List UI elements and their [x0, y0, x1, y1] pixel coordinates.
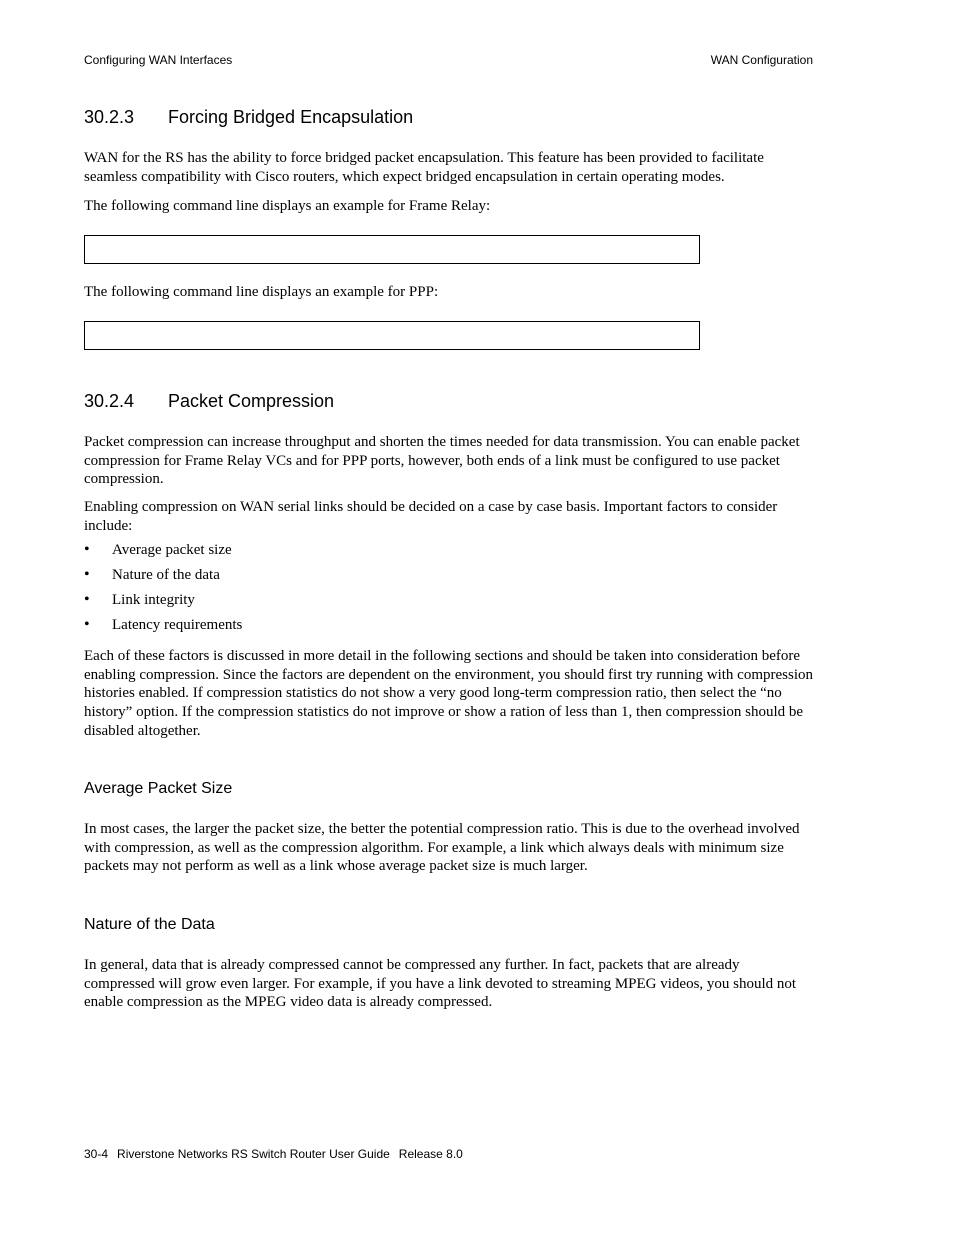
subsection-heading-average-packet-size: Average Packet Size	[84, 780, 233, 797]
section-heading-compression	[84, 391, 334, 412]
command-example-box-frame-relay	[84, 235, 700, 264]
paragraph: Packet compression can increase throughput and shorten the times needed for data transmission. You can enable packet compression for Frame Relay VCs and for PPP ports, however, both ends of a link must be configured to use packet compression.	[84, 434, 800, 488]
paragraph: Each of these factors is discussed in more detail in the following sections and should be taken into consideration before enabling compression. Since the factors are dependent on the environment, you should first try running with compression histories enabled. If compression statistics do not show a very good long-term compression ratio, then select the “no history” option. If the compression statistics do not improve or show a ration of less than 1, then compression should be disabled altogether.	[84, 648, 814, 739]
paragraph: WAN for the RS has the ability to force bridged packet encapsulation. This feature has been provided to facilitate seamless compatibility with Cisco routers, which expect bridged encapsulation in certain operating modes.	[84, 150, 764, 185]
release-label: Release 8.0	[398, 1147, 463, 1161]
section-heading-bridged	[84, 107, 413, 128]
page-footer	[84, 1147, 472, 1161]
paragraph: In general, data that is already compressed cannot be compressed any further. In fact, packets that are already compressed will grow even larger. For example, if you have a link devoted to streaming MPEG videos, you should not enable compression as the MPEG video data is already compressed.	[84, 957, 797, 1011]
running-header-left: Configuring WAN Interfaces	[84, 53, 233, 67]
paragraph: Enabling compression on WAN serial links should be decided on a case by case basis. Important factors to consider include:	[84, 499, 778, 534]
subsection-heading-nature-of-data: Nature of the Data	[84, 916, 215, 933]
paragraph: In most cases, the larger the packet size, the better the potential compression ratio. This is due to the overhead involved with compression, as well as the compression algorithm. For example, a link which always deals with minimum size packets may not perform as well as a link whose average packet size is much larger.	[84, 821, 800, 875]
bullet-icon: •	[84, 566, 90, 583]
list-item: • Link integrity	[84, 591, 195, 608]
list-item: • Average packet size	[84, 541, 232, 558]
list-item: • Nature of the data	[84, 566, 220, 583]
list-item: • Latency requirements	[84, 616, 243, 633]
section-number: 30.2.3	[84, 107, 135, 127]
section-number: 30.2.4	[84, 391, 135, 411]
bullet-icon: •	[84, 591, 90, 608]
paragraph: The following command line displays an example for PPP:	[84, 284, 439, 300]
page-number: 30-4	[84, 1147, 109, 1161]
bullet-icon: •	[84, 541, 90, 558]
command-example-box-ppp	[84, 321, 700, 350]
paragraph: The following command line displays an example for Frame Relay:	[84, 198, 491, 214]
factor-list	[84, 541, 784, 641]
book-title: Riverstone Networks RS Switch Router User Guide	[117, 1147, 390, 1161]
running-header-right: WAN Configuration	[710, 53, 813, 67]
bullet-icon: •	[84, 616, 90, 633]
section-title: Packet Compression	[168, 391, 335, 411]
section-title: Forcing Bridged Encapsulation	[168, 107, 414, 127]
